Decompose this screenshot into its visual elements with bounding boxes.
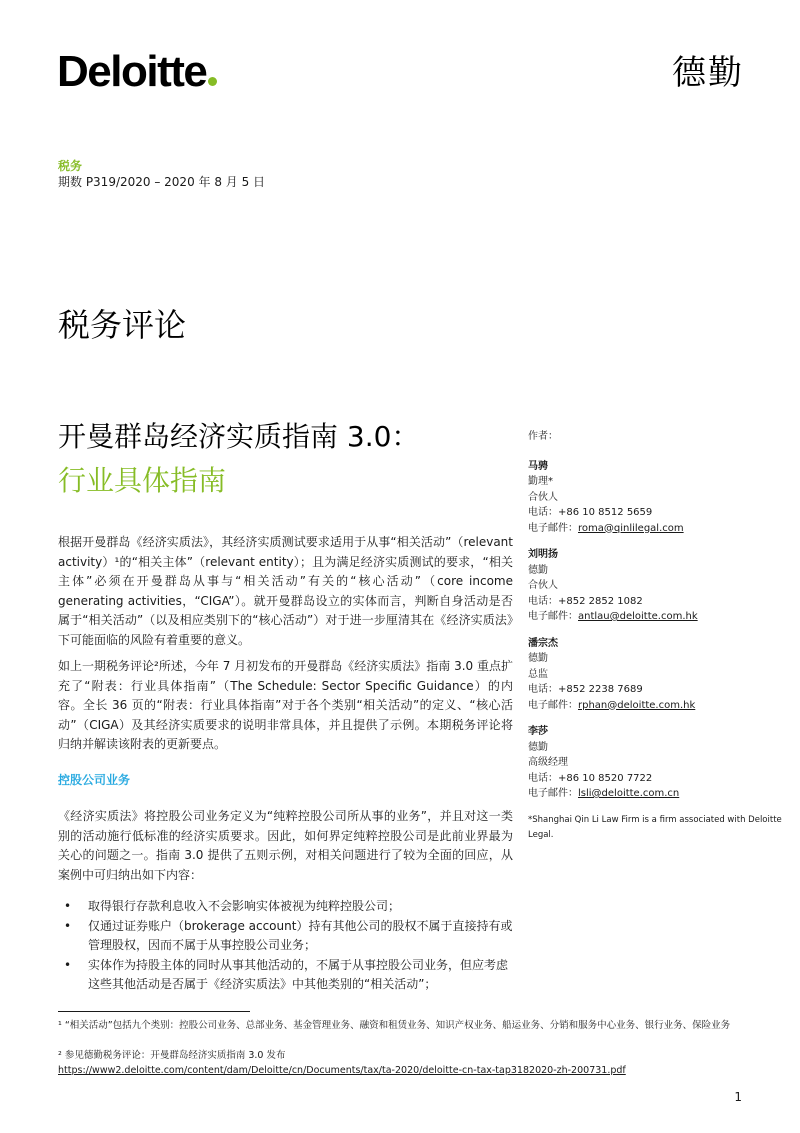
- email-label: 电子邮件：: [528, 611, 578, 622]
- section-label: 税务: [58, 159, 83, 173]
- firm-note: *Shanghai Qin Li Law Firm is a firm associated with Deloitte Legal.: [528, 814, 782, 840]
- bullet-icon: •: [64, 918, 72, 933]
- author-name: 马骋: [528, 460, 548, 472]
- list-item: [58, 956, 513, 995]
- email-label: 电子邮件：: [528, 699, 578, 711]
- author-name: 李莎: [528, 726, 548, 737]
- footnote-2-text: ² 参见德勤税务评论：开曼群岛经济实质指南 3.0 发布: [58, 1050, 286, 1061]
- author-phone: 电话：+86 10 8520 7722: [528, 772, 653, 784]
- section-heading-holding: 控股公司业务: [58, 773, 131, 787]
- paragraph-2: 如上一期税务评论²所述，今年 7 月初发布的开曼群岛《经济实质法》指南 3.0 重点扩充了“附表：行业具体指南”（The Schedule: Sector Specific Guidance）的内容。全长 36 页的“附表：行业具体指南”对于各个类别“相关活动”的定义、“核心活动”（CIGA）及其经济实质要求的说明非常具体，并且提供了示例。本期税务评论将归纳并解读该附表的更新要点。: [58, 659, 513, 751]
- footnote-1: ¹ “相关活动”包括九个类别：控股公司业务、总部业务、基金管理业务、融资和租赁业务、知识产权业务、船运业务、分销和服务中心业务、银行业务、保险业务: [58, 1020, 731, 1031]
- publication-title: 税务评论: [58, 306, 187, 344]
- article-title: 开曼群岛经济实质指南 3.0：: [58, 420, 420, 453]
- author-firm: 德勤: [528, 653, 548, 664]
- author-phone: 电话：+852 2238 7689: [528, 684, 643, 695]
- author-email-row: [528, 521, 788, 537]
- author-card: [528, 724, 788, 802]
- paragraph-3: 《经济实质法》将控股公司业务定义为“纯粹控股公司所从事的业务”，并且对这一类别的活动施行低标准的经济实质要求。因此，如何界定纯粹控股公司是此前业界最为关心的问题之一。指南 3.0 提供了五则示例，对相关问题进行了较为全面的回应，从案例中可归纳出如下内容：: [58, 809, 513, 882]
- deloitte-logo-chinese: 德勤: [672, 53, 744, 93]
- author-email-link[interactable]: antlau@deloitte.com.hk: [578, 611, 698, 622]
- footnote-2-link[interactable]: https://www2.deloitte.com/content/dam/Deloitte/cn/Documents/tax/ta-2020/deloitte-cn-tax-tap3182020-zh-200731.pdf: [58, 1065, 626, 1076]
- footnote-2: [58, 1048, 748, 1078]
- list-item-text: 取得银行存款利息收入不会影响实体被视为纯粹控股公司；: [88, 899, 401, 913]
- author-title: 合伙人: [528, 580, 558, 591]
- list-item-text: 仅通过证券账户（brokerage account）持有其他公司的股权不属于直接持有或管理股权，因而不属于从事控股公司业务；: [88, 918, 513, 952]
- author-email-link[interactable]: rphan@deloitte.com.hk: [578, 699, 696, 711]
- bullet-list: [58, 897, 513, 995]
- author-email-link[interactable]: lsli@deloitte.com.cn: [578, 788, 680, 799]
- list-item-text: 实体作为持股主体的同时从事其他活动的，不属于从事控股公司业务，但应考虑这些其他活动是否属于《经济实质法》中其他类别的“相关活动”；: [88, 957, 509, 991]
- author-firm: 德勤: [528, 564, 548, 576]
- author-title: 总监: [528, 668, 548, 680]
- paragraph-1: 根据开曼群岛《经济实质法》，其经济实质测试要求适用于从事“相关活动”（relevant activity）¹的“相关主体”（relevant entity）；且为满足经济实质测试的要求，“相关主体”必须在开曼群岛从事与“相关活动”有关的“核心活动”（core income generating activities，“CIGA”）。就开曼群岛设立的实体而言，判断自身活动是否属于“相关活动”（以及相应类别下的“核心活动”）对于进一步厘清其在《经济实质法》下可能面临的风险有着重要的意义。: [58, 535, 513, 647]
- list-item: [58, 897, 513, 917]
- author-phone: 电话：+852 2852 1082: [528, 595, 643, 607]
- author-card: [528, 636, 788, 714]
- page-number: 1: [734, 1090, 742, 1104]
- email-label: 电子邮件：: [528, 788, 578, 799]
- author-email-row: [528, 786, 788, 802]
- authors-sidebar: [528, 429, 788, 844]
- author-phone: 电话：+86 10 8512 5659: [528, 507, 653, 518]
- author-name: 潘宗杰: [528, 637, 558, 649]
- list-item: [58, 917, 513, 956]
- logo-green-dot: [208, 77, 217, 86]
- author-card: [528, 547, 788, 625]
- bullet-icon: •: [64, 957, 72, 972]
- bullet-icon: •: [64, 899, 72, 913]
- author-card: [528, 459, 788, 537]
- issue-date: 期数 P319/2020 – 2020 年 8 月 5 日: [58, 175, 266, 189]
- article-subtitle: 行业具体指南: [58, 464, 227, 497]
- author-title: 高级经理: [528, 757, 568, 768]
- author-email-link[interactable]: roma@qinlilegal.com: [578, 522, 684, 534]
- author-email-row: [528, 609, 788, 625]
- author-name: 刘明扬: [528, 549, 558, 560]
- logo-text: Deloitte: [57, 47, 207, 96]
- author-firm: 勤理*: [528, 476, 553, 487]
- author-firm: 德勤: [528, 741, 548, 753]
- author-email-row: [528, 698, 788, 714]
- email-label: 电子邮件：: [528, 522, 578, 534]
- authors-heading: 作者：: [528, 431, 558, 442]
- author-title: 合伙人: [528, 491, 558, 503]
- deloitte-logo: [57, 47, 217, 96]
- footnote-divider: [58, 1011, 250, 1012]
